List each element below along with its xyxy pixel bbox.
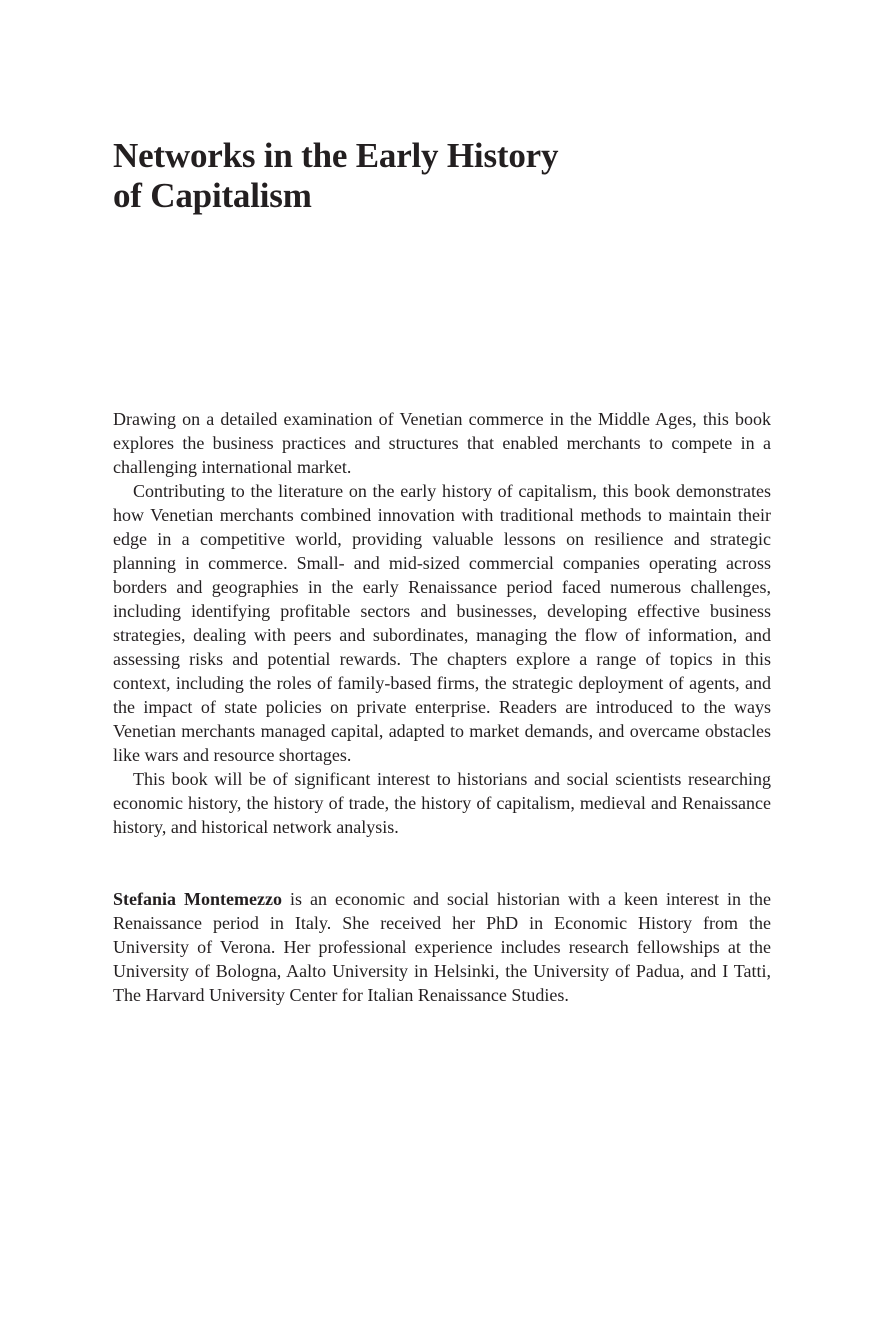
description-paragraph-1: Drawing on a detailed examination of Venetian commerce in the Middle Ages, this book explores the business practices and structures that enabled merchants to compete in a challenging international market. [113, 409, 771, 477]
description-paragraph-3: This book will be of significant interest to historians and social scientists researching economic history, the history of trade, the history of capitalism, medieval and Renaissance history, and historical network analysis. [113, 769, 771, 837]
author-bio [113, 887, 771, 1007]
author-bio-text: is an economic and social historian with a keen interest in the Renaissance period in Italy. She received her PhD in Economic History from the University of Verona. Her professional experience includes research fellowships at the University of Bologna, Aalto University in Helsinki, the University of Padua, and I Tatti, The Harvard University Center for Italian Renaissance Studies. [113, 889, 771, 1005]
author-name: Stefania Montemezzo [113, 889, 282, 909]
book-description [113, 407, 771, 839]
book-page [113, 0, 771, 1327]
book-title-line-1: Networks in the Early History [113, 136, 559, 175]
book-title [113, 136, 558, 216]
book-title-line-2: of Capitalism [113, 176, 312, 215]
description-paragraph-2: Contributing to the literature on the early history of capitalism, this book demonstrates how Venetian merchants combined innovation with traditional methods to maintain their edge in a competitive world, providing valuable lessons on resilience and strategic planning in commerce. Small- and mid-sized commercial companies operating across borders and geographies in the early Renaissance period faced numerous challenges, including identifying profitable sectors and businesses, developing effective business strategies, dealing with peers and subordinates, managing the flow of information, and assessing risks and potential rewards. The chapters explore a range of topics in this context, including the roles of family-based firms, the strategic deployment of agents, and the impact of state policies on private enterprise. Readers are introduced to the ways Venetian merchants managed capital, adapted to market demands, and overcame obstacles like wars and resource shortages. [113, 481, 771, 765]
